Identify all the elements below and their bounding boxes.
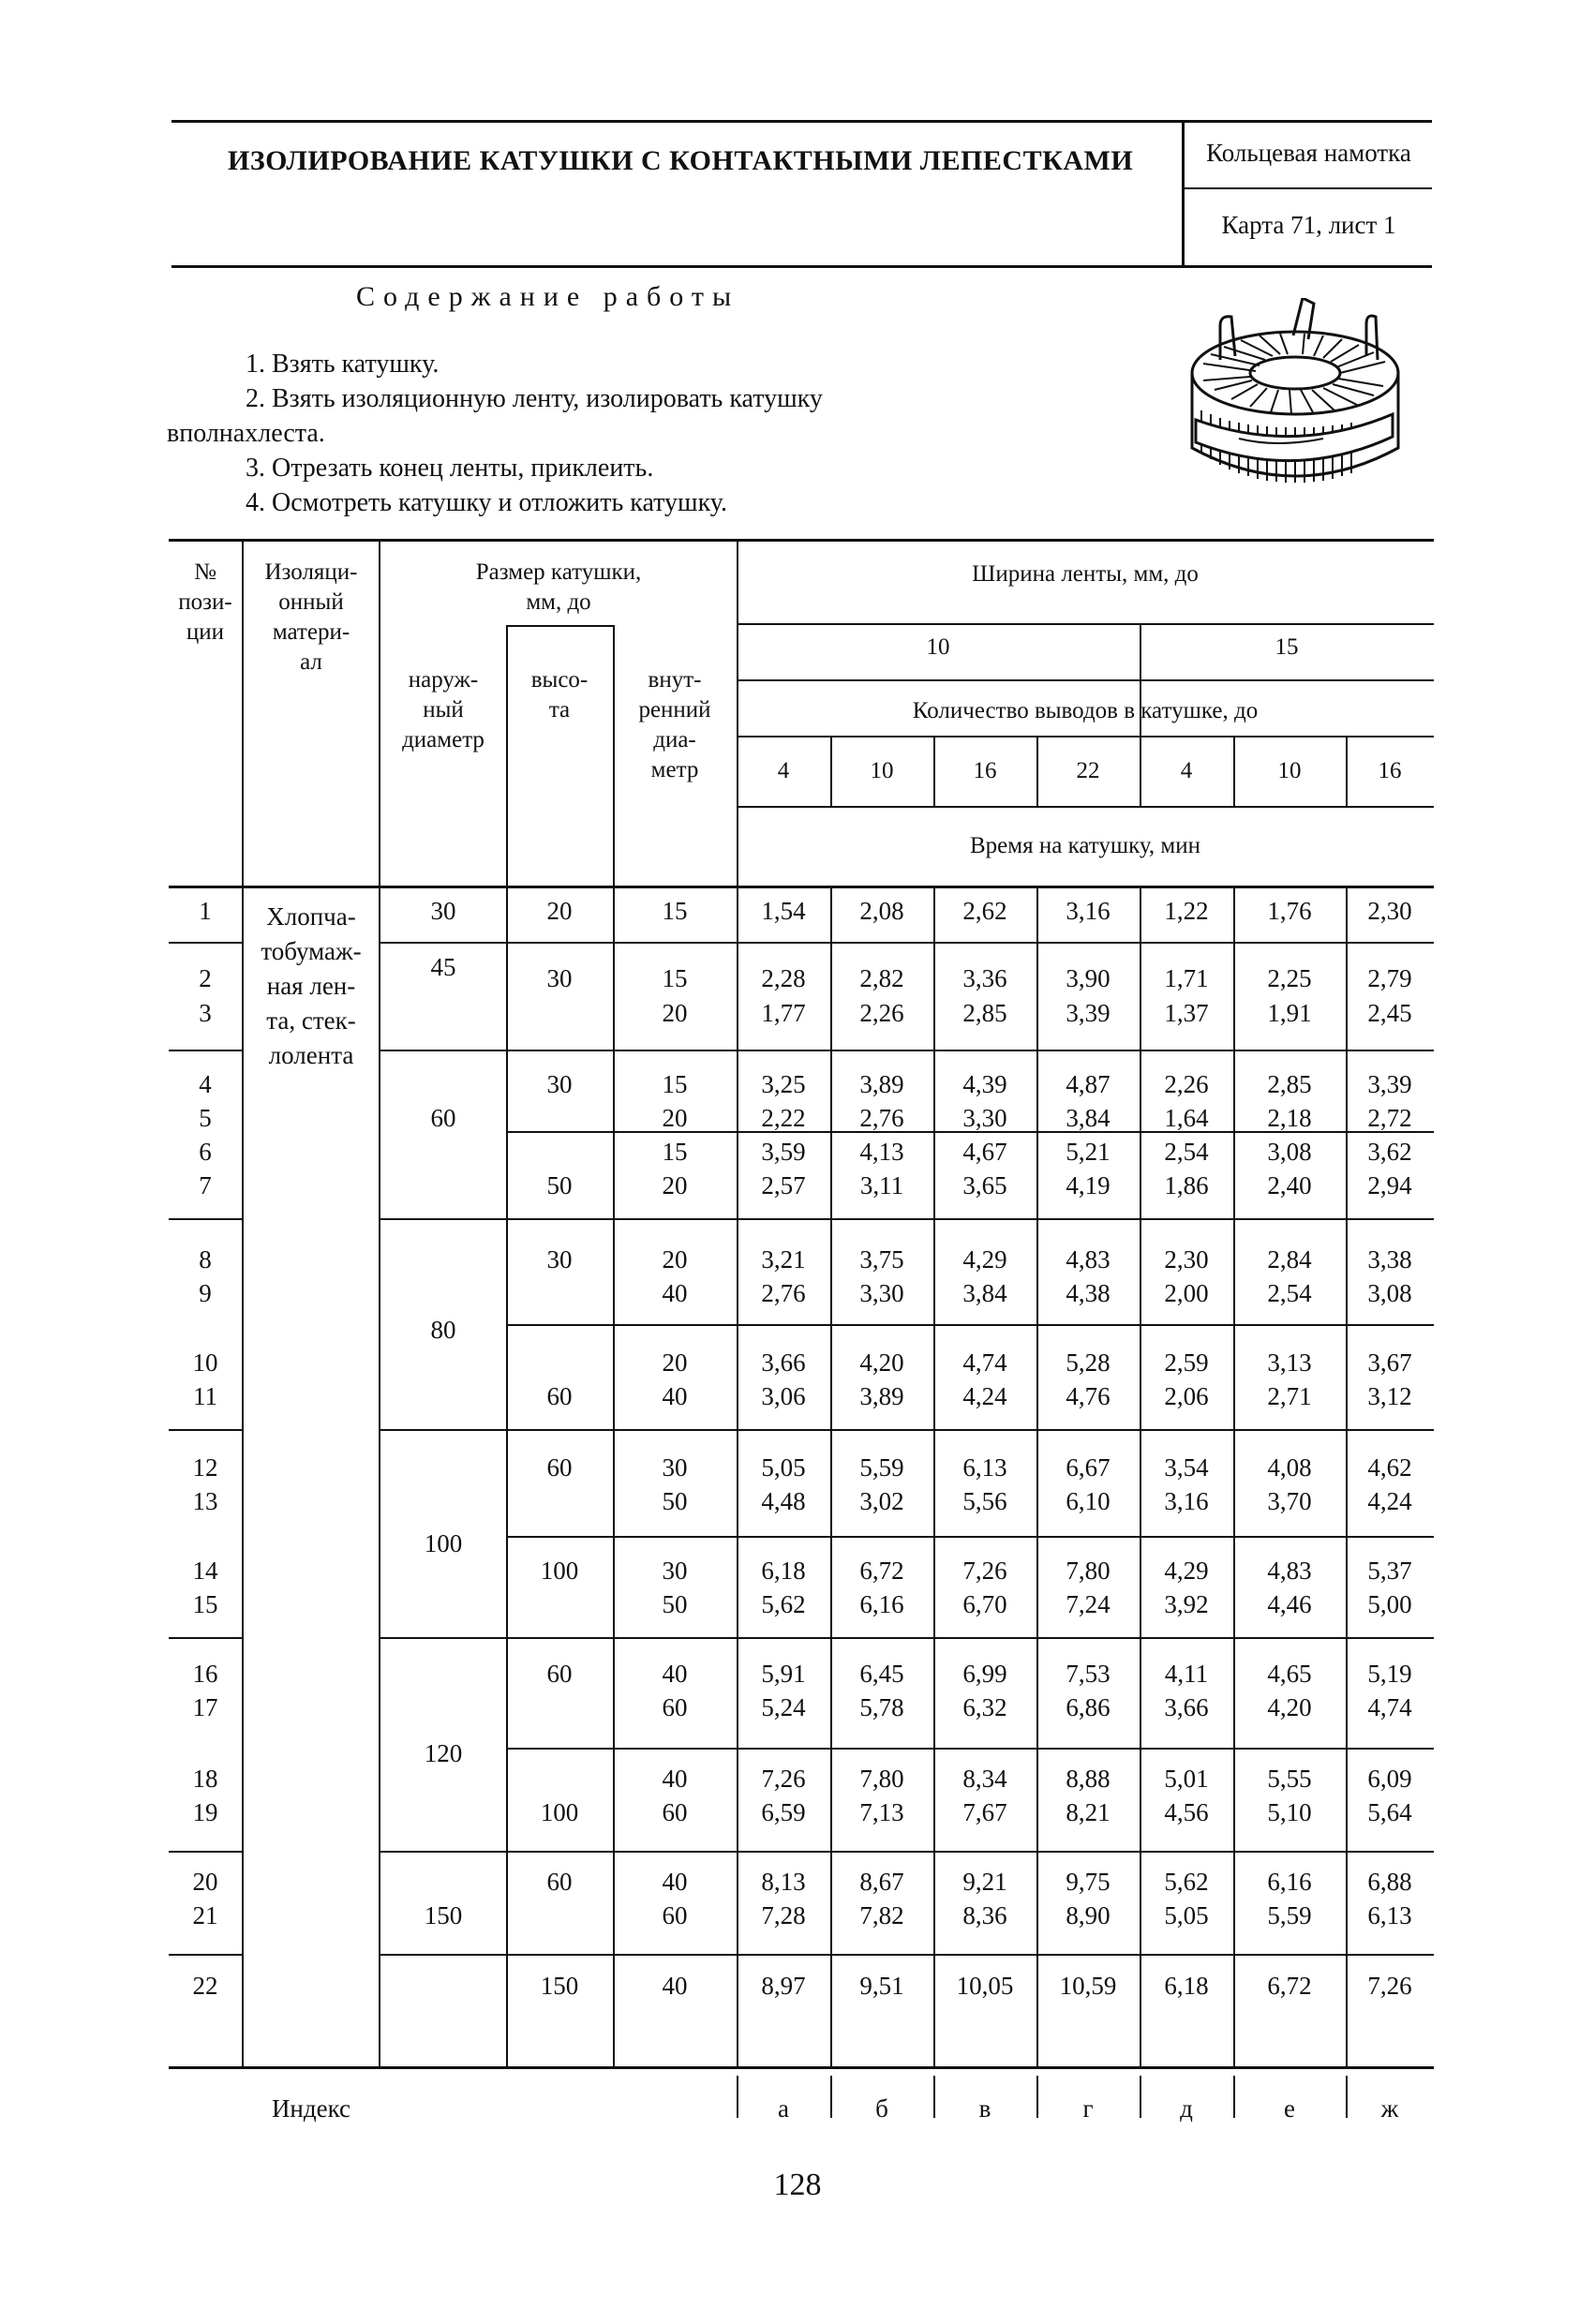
index-letter: в — [978, 2094, 991, 2123]
row-time-value: 2,26 — [1164, 1070, 1209, 1098]
row-position: 9 — [199, 1279, 212, 1307]
row-time-value: 9,21 — [962, 1868, 1007, 1896]
row-position: 19 — [192, 1798, 218, 1826]
row-time-value: 7,26 — [761, 1765, 806, 1793]
row-time-value: 3,54 — [1164, 1453, 1209, 1482]
row-time-value: 5,05 — [761, 1453, 806, 1482]
row-time-value: 3,84 — [962, 1279, 1007, 1307]
row-position: 17 — [192, 1693, 218, 1721]
row-time-value: 7,82 — [859, 1901, 904, 1929]
row-time-value: 6,86 — [1066, 1693, 1111, 1721]
row-time-value: 3,11 — [859, 1171, 904, 1199]
row-height: 100 — [540, 1557, 579, 1585]
row-time-value: 5,62 — [1164, 1868, 1209, 1896]
row-outer-diameter: 30 — [430, 897, 456, 925]
row-time-value: 5,37 — [1367, 1557, 1412, 1585]
row-inner-diameter: 40 — [662, 1765, 688, 1793]
header-inner-diameter: внут- ренний диа- метр — [638, 667, 711, 782]
row-time-value: 7,67 — [962, 1798, 1007, 1826]
row-inner-diameter: 50 — [662, 1590, 688, 1618]
row-inner-diameter: 20 — [662, 999, 688, 1027]
row-time-value: 7,28 — [761, 1901, 806, 1929]
header-material: Изоляци- онный матери- ал — [264, 559, 358, 675]
row-inner-diameter: 40 — [662, 1382, 688, 1410]
row-time-value: 3,30 — [859, 1279, 904, 1307]
row-time-value: 5,01 — [1164, 1765, 1209, 1793]
row-inner-diameter: 15 — [662, 1070, 688, 1098]
row-time-value: 3,21 — [761, 1245, 806, 1274]
row-time-value: 6,72 — [859, 1557, 904, 1585]
row-height: 60 — [546, 1868, 573, 1896]
row-inner-diameter: 15 — [662, 964, 688, 992]
row-time-value: 4,38 — [1066, 1279, 1111, 1307]
row-time-value: 6,13 — [1367, 1901, 1412, 1929]
row-position: 20 — [192, 1868, 218, 1896]
row-time-value: 3,39 — [1367, 1070, 1412, 1098]
row-time-value: 7,26 — [1367, 1972, 1412, 2000]
row-time-value: 5,62 — [761, 1590, 806, 1618]
row-time-value: 6,16 — [1267, 1868, 1312, 1896]
row-time-value: 9,75 — [1066, 1868, 1111, 1896]
toroidal-coil-illustration — [1183, 298, 1408, 502]
row-time-value: 3,12 — [1367, 1382, 1412, 1410]
row-outer-diameter: 80 — [430, 1316, 456, 1344]
row-time-value: 6,72 — [1267, 1972, 1312, 2000]
card-category: Кольцевая намотка — [1206, 139, 1411, 167]
row-time-value: 1,22 — [1164, 897, 1209, 925]
row-time-value: 6,59 — [761, 1798, 806, 1826]
header-lead-count-value: 22 — [1076, 758, 1100, 783]
row-time-value: 2,82 — [859, 964, 904, 992]
row-time-value: 8,36 — [962, 1901, 1007, 1929]
row-time-value: 1,64 — [1164, 1104, 1209, 1132]
index-letter: б — [875, 2094, 888, 2123]
row-inner-diameter: 40 — [662, 1868, 688, 1896]
row-time-value: 6,10 — [1066, 1487, 1111, 1515]
header-lead-count-value: 16 — [973, 758, 997, 783]
row-time-value: 3,02 — [859, 1487, 904, 1515]
row-position: 2 — [199, 964, 212, 992]
row-time-value: 7,26 — [962, 1557, 1007, 1585]
row-height: 50 — [546, 1171, 573, 1199]
index-label: Индекс — [271, 2094, 351, 2123]
header-lead-count: Количество выводов в катушке, до — [912, 698, 1259, 723]
row-time-value: 8,90 — [1066, 1901, 1111, 1929]
row-position: 8 — [199, 1245, 212, 1274]
header-outer-diameter: наруж- ный диаметр — [402, 667, 484, 752]
row-inner-diameter: 40 — [662, 1972, 688, 2000]
row-time-value: 6,13 — [962, 1453, 1007, 1482]
row-time-value: 4,48 — [761, 1487, 806, 1515]
row-time-value: 6,16 — [859, 1590, 904, 1618]
row-time-value: 6,18 — [1164, 1972, 1209, 2000]
row-time-value: 2,28 — [761, 964, 806, 992]
row-time-value: 5,10 — [1267, 1798, 1312, 1826]
row-time-value: 4,46 — [1267, 1590, 1312, 1618]
row-height: 20 — [546, 897, 573, 925]
row-time-value: 5,00 — [1367, 1590, 1412, 1618]
index-letter: а — [778, 2094, 789, 2123]
row-time-value: 8,97 — [761, 1972, 806, 2000]
row-outer-diameter: 60 — [430, 1104, 456, 1132]
row-time-value: 3,36 — [962, 964, 1007, 992]
row-time-value: 2,30 — [1367, 897, 1412, 925]
row-time-value: 5,64 — [1367, 1798, 1412, 1826]
row-height: 60 — [546, 1382, 573, 1410]
row-time-value: 5,78 — [859, 1693, 904, 1721]
row-time-value: 3,70 — [1267, 1487, 1312, 1515]
row-time-value: 2,22 — [761, 1104, 806, 1132]
row-time-value: 2,85 — [1267, 1070, 1312, 1098]
row-inner-diameter: 60 — [662, 1798, 688, 1826]
card-title: ИЗОЛИРОВАНИЕ КАТУШКИ С КОНТАКТНЫМИ ЛЕПЕСТКАМИ — [228, 145, 1134, 176]
row-time-value: 5,59 — [859, 1453, 904, 1482]
row-time-value: 7,13 — [859, 1798, 904, 1826]
row-time-value: 2,18 — [1267, 1104, 1312, 1132]
row-time-value: 2,76 — [859, 1104, 904, 1132]
row-inner-diameter: 15 — [662, 1138, 688, 1166]
index-letter: г — [1082, 2094, 1094, 2123]
row-position: 18 — [192, 1765, 218, 1793]
row-inner-diameter: 60 — [662, 1901, 688, 1929]
row-outer-diameter: 45 — [430, 953, 456, 981]
row-time-value: 4,24 — [1367, 1487, 1412, 1515]
row-time-value: 3,39 — [1066, 999, 1111, 1027]
row-time-value: 2,79 — [1367, 964, 1412, 992]
header-width-10: 10 — [926, 634, 950, 660]
row-time-value: 6,09 — [1367, 1765, 1412, 1793]
row-time-value: 3,16 — [1066, 897, 1111, 925]
row-time-value: 3,38 — [1367, 1245, 1412, 1274]
row-time-value: 3,65 — [962, 1171, 1007, 1199]
row-inner-diameter: 40 — [662, 1279, 688, 1307]
row-time-value: 4,11 — [1164, 1660, 1209, 1688]
row-position: 15 — [192, 1590, 218, 1618]
material-text: Хлопча- тобумаж- ная лен- та, стек- лолента — [261, 902, 362, 1069]
row-position: 1 — [199, 897, 212, 925]
row-time-value: 5,56 — [962, 1487, 1007, 1515]
row-time-value: 4,83 — [1066, 1245, 1111, 1274]
row-time-value: 5,28 — [1066, 1348, 1111, 1377]
row-time-value: 3,30 — [962, 1104, 1007, 1132]
header-position: № пози- ции — [178, 559, 232, 645]
work-step: 4. Осмотреть катушку и отложить катушку. — [246, 488, 728, 517]
row-time-value: 2,71 — [1267, 1382, 1312, 1410]
index-letter: д — [1180, 2094, 1193, 2123]
row-time-value: 4,76 — [1066, 1382, 1111, 1410]
index-letter: е — [1284, 2094, 1295, 2123]
row-time-value: 3,90 — [1066, 964, 1111, 992]
row-inner-diameter: 20 — [662, 1171, 688, 1199]
row-time-value: 3,59 — [761, 1138, 806, 1166]
row-time-value: 3,92 — [1164, 1590, 1209, 1618]
header-lead-count-value: 10 — [870, 758, 894, 783]
row-time-value: 4,56 — [1164, 1798, 1209, 1826]
row-time-value: 6,99 — [962, 1660, 1007, 1688]
header-time-per-coil: Время на катушку, мин — [970, 833, 1200, 858]
row-time-value: 10,59 — [1059, 1972, 1117, 2000]
row-time-value: 5,19 — [1367, 1660, 1412, 1688]
row-outer-diameter: 120 — [424, 1739, 463, 1767]
work-step: вполнахлеста. — [167, 419, 325, 448]
row-position: 21 — [192, 1901, 218, 1929]
row-time-value: 4,74 — [1367, 1693, 1412, 1721]
row-time-value: 7,24 — [1066, 1590, 1111, 1618]
row-time-value: 8,13 — [761, 1868, 806, 1896]
card-header — [171, 120, 1432, 268]
row-inner-diameter: 20 — [662, 1104, 688, 1132]
index-letter: ж — [1380, 2094, 1399, 2123]
row-time-value: 5,24 — [761, 1693, 806, 1721]
row-time-value: 6,32 — [962, 1693, 1007, 1721]
row-time-value: 4,67 — [962, 1138, 1007, 1166]
row-time-value: 2,54 — [1267, 1279, 1312, 1307]
row-time-value: 2,06 — [1164, 1382, 1209, 1410]
card-number: Карта 71, лист 1 — [1221, 211, 1396, 239]
row-outer-diameter: 100 — [424, 1529, 463, 1557]
row-time-value: 4,29 — [1164, 1557, 1209, 1585]
row-time-value: 3,16 — [1164, 1487, 1209, 1515]
row-height: 30 — [546, 1245, 573, 1274]
row-inner-diameter: 30 — [662, 1453, 688, 1482]
row-time-value: 2,59 — [1164, 1348, 1209, 1377]
row-time-value: 2,76 — [761, 1279, 806, 1307]
row-time-value: 4,65 — [1267, 1660, 1312, 1688]
row-inner-diameter: 60 — [662, 1693, 688, 1721]
row-time-value: 4,29 — [962, 1245, 1007, 1274]
row-time-value: 6,18 — [761, 1557, 806, 1585]
row-time-value: 2,57 — [761, 1171, 806, 1199]
row-position: 14 — [192, 1557, 218, 1585]
row-time-value: 9,51 — [859, 1972, 904, 2000]
row-time-value: 1,91 — [1267, 999, 1312, 1027]
work-step: 1. Взять катушку. — [246, 350, 440, 379]
row-time-value: 1,71 — [1164, 964, 1209, 992]
row-time-value: 3,13 — [1267, 1348, 1312, 1377]
row-time-value: 4,24 — [962, 1382, 1007, 1410]
row-height: 150 — [540, 1972, 579, 2000]
header-lead-count-value: 16 — [1378, 758, 1402, 783]
header-width-15: 15 — [1275, 634, 1299, 660]
row-time-value: 2,62 — [962, 897, 1007, 925]
row-time-value: 5,55 — [1267, 1765, 1312, 1793]
row-time-value: 2,84 — [1267, 1245, 1312, 1274]
header-tape-width: Ширина ленты, мм, до — [972, 561, 1199, 587]
row-position: 5 — [199, 1104, 212, 1132]
row-time-value: 6,88 — [1367, 1868, 1412, 1896]
row-time-value: 2,94 — [1367, 1171, 1412, 1199]
row-time-value: 2,25 — [1267, 964, 1312, 992]
row-time-value: 3,06 — [761, 1382, 806, 1410]
row-time-value: 2,08 — [859, 897, 904, 925]
row-height: 100 — [540, 1798, 579, 1826]
row-inner-diameter: 50 — [662, 1487, 688, 1515]
row-time-value: 8,21 — [1066, 1798, 1111, 1826]
row-time-value: 4,39 — [962, 1070, 1007, 1098]
row-time-value: 2,54 — [1164, 1138, 1209, 1166]
row-inner-diameter: 20 — [662, 1348, 688, 1377]
row-time-value: 8,34 — [962, 1765, 1007, 1793]
row-time-value: 5,05 — [1164, 1901, 1209, 1929]
row-position: 6 — [199, 1138, 212, 1166]
work-step: 3. Отрезать конец ленты, приклеить. — [246, 454, 654, 483]
row-time-value: 3,89 — [859, 1070, 904, 1098]
row-time-value: 2,00 — [1164, 1279, 1209, 1307]
row-time-value: 4,83 — [1267, 1557, 1312, 1585]
row-time-value: 6,45 — [859, 1660, 904, 1688]
row-position: 10 — [192, 1348, 218, 1377]
row-time-value: 1,54 — [761, 897, 806, 925]
row-time-value: 1,37 — [1164, 999, 1209, 1027]
time-norm-table — [169, 539, 1434, 2137]
row-time-value: 3,89 — [859, 1382, 904, 1410]
row-position: 12 — [192, 1453, 218, 1482]
header-lead-count-value: 10 — [1277, 758, 1302, 783]
row-time-value: 2,45 — [1367, 999, 1412, 1027]
row-time-value: 1,86 — [1164, 1171, 1209, 1199]
row-time-value: 3,84 — [1066, 1104, 1111, 1132]
row-height: 60 — [546, 1453, 573, 1482]
row-time-value: 2,72 — [1367, 1104, 1412, 1132]
work-step: 2. Взять изоляционную ленту, изолировать катушку — [246, 384, 823, 413]
row-time-value: 5,59 — [1267, 1901, 1312, 1929]
row-time-value: 6,70 — [962, 1590, 1007, 1618]
row-position: 11 — [193, 1382, 217, 1410]
row-position: 16 — [192, 1660, 218, 1688]
row-time-value: 6,67 — [1066, 1453, 1111, 1482]
row-time-value: 2,30 — [1164, 1245, 1209, 1274]
row-time-value: 7,80 — [1066, 1557, 1111, 1585]
row-height: 30 — [546, 964, 573, 992]
row-time-value: 1,77 — [761, 999, 806, 1027]
row-time-value: 4,13 — [859, 1138, 904, 1166]
row-time-value: 3,67 — [1367, 1348, 1412, 1377]
row-height: 60 — [546, 1660, 573, 1688]
row-time-value: 2,40 — [1267, 1171, 1312, 1199]
row-time-value: 4,20 — [859, 1348, 904, 1377]
row-time-value: 3,25 — [761, 1070, 806, 1098]
row-time-value: 7,53 — [1066, 1660, 1111, 1688]
row-height: 30 — [546, 1070, 573, 1098]
row-time-value: 7,80 — [859, 1765, 904, 1793]
row-position: 7 — [199, 1171, 212, 1199]
row-inner-diameter: 20 — [662, 1245, 688, 1274]
row-outer-diameter: 150 — [424, 1901, 463, 1929]
row-time-value: 5,21 — [1066, 1138, 1111, 1166]
header-lead-count-value: 4 — [1180, 758, 1193, 783]
row-inner-diameter: 15 — [662, 897, 688, 925]
row-time-value: 3,08 — [1267, 1138, 1312, 1166]
row-time-value: 3,66 — [761, 1348, 806, 1377]
row-time-value: 8,67 — [859, 1868, 904, 1896]
row-inner-diameter: 30 — [662, 1557, 688, 1585]
row-time-value: 3,75 — [859, 1245, 904, 1274]
row-time-value: 3,08 — [1367, 1279, 1412, 1307]
row-time-value: 4,62 — [1367, 1453, 1412, 1482]
header-lead-count-value: 4 — [777, 758, 790, 783]
row-time-value: 2,26 — [859, 999, 904, 1027]
row-time-value: 1,76 — [1267, 897, 1312, 925]
row-position: 22 — [192, 1972, 218, 2000]
row-position: 13 — [192, 1487, 218, 1515]
row-time-value: 8,88 — [1066, 1765, 1111, 1793]
row-time-value: 3,62 — [1367, 1138, 1412, 1166]
row-time-value: 3,66 — [1164, 1693, 1209, 1721]
row-position: 3 — [199, 999, 212, 1027]
work-steps — [167, 347, 973, 520]
header-coil-size: Размер катушки, мм, до — [475, 559, 642, 615]
row-time-value: 4,19 — [1066, 1171, 1111, 1199]
row-time-value: 2,85 — [962, 999, 1007, 1027]
page-number: 128 — [773, 2168, 822, 2202]
row-time-value: 4,20 — [1267, 1693, 1312, 1721]
row-time-value: 5,91 — [761, 1660, 806, 1688]
row-inner-diameter: 40 — [662, 1660, 688, 1688]
header-height: высо- та — [530, 667, 589, 723]
row-time-value: 4,87 — [1066, 1070, 1111, 1098]
row-time-value: 10,05 — [956, 1972, 1014, 2000]
row-position: 4 — [199, 1070, 212, 1098]
row-time-value: 4,74 — [962, 1348, 1007, 1377]
work-content-title: Содержание работы — [356, 281, 740, 312]
row-time-value: 4,08 — [1267, 1453, 1312, 1482]
